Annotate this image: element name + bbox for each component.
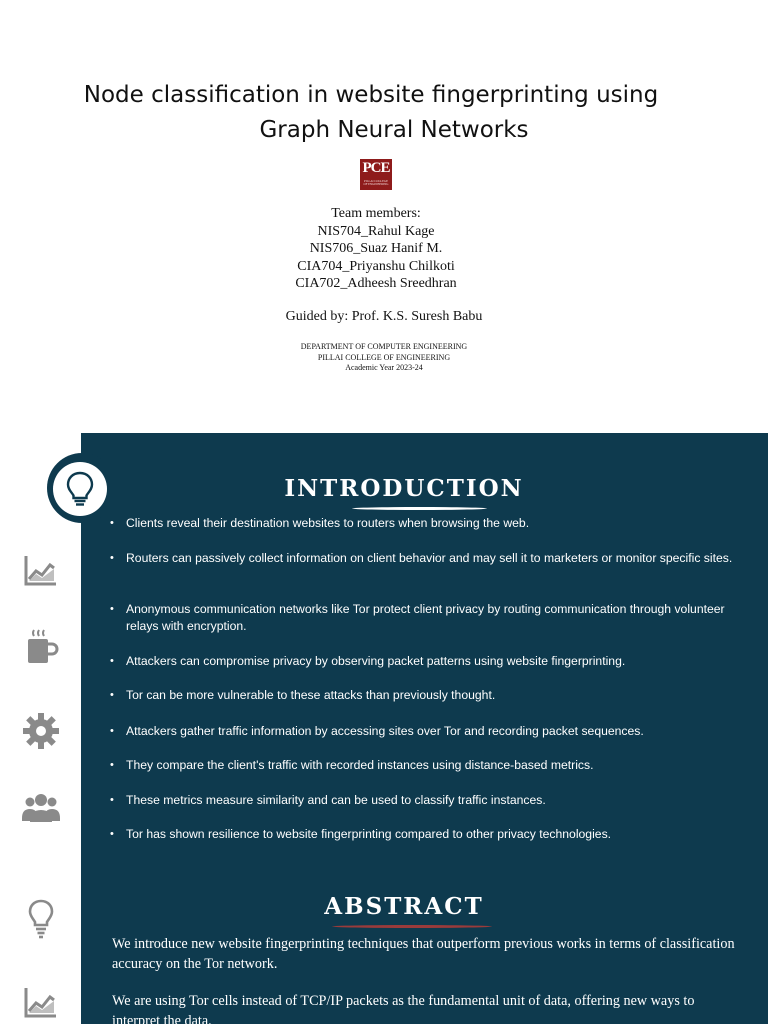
title-line-2: Graph Neural Networks — [259, 117, 529, 143]
list-item: • Tor has shown resilience to website fingerprinting compared to other privacy technologies. — [110, 826, 746, 843]
heading-underline — [332, 925, 492, 928]
abstract-paragraph: We are using Tor cells instead of TCP/IP packets as the fundamental unit of data, offering new ways to interpret the data. — [112, 993, 695, 1029]
logo-mark: PCE — [362, 160, 390, 176]
department-name: DEPARTMENT OF COMPUTER ENGINEERING — [300, 342, 468, 351]
list-item: • Anonymous communication networks like Tor protect client privacy by routing communication through volunteer relays with encryption. — [110, 601, 746, 635]
department-block — [0, 342, 768, 374]
list-item: • Attackers can compromise privacy by observing packet patterns using website fingerprinting. — [110, 653, 746, 670]
heading-underline — [352, 507, 487, 510]
introduction-heading: INTRODUCTION — [284, 475, 524, 502]
logo-subtext: PILLAI COLLEGE OF ENGINEERING — [363, 179, 389, 186]
list-item: • Tor can be more vulnerable to these attacks than previously thought. — [110, 687, 746, 704]
list-item: • These metrics measure similarity and can be used to classify traffic instances. — [110, 792, 746, 809]
list-item: • They compare the client's traffic with recorded instances using distance-based metrics. — [110, 757, 746, 774]
abstract-paragraph: We introduce new website fingerprinting techniques that outperform previous works in terms of classification accuracy on the Tor network. — [112, 936, 735, 972]
guide-line: Guided by: Prof. K.S. Suresh Babu — [285, 309, 483, 324]
list-item: • Clients reveal their destination websites to routers when browsing the web. — [110, 515, 746, 532]
users-icon[interactable] — [20, 788, 62, 830]
team-member: NIS704_Rahul Kage — [317, 223, 435, 239]
title-slide — [0, 0, 768, 432]
coffee-cup-icon[interactable] — [20, 625, 62, 667]
academic-year: Academic Year 2023-24 — [345, 363, 423, 372]
college-logo — [360, 159, 392, 190]
abstract-heading: ABSTRACT — [324, 893, 484, 920]
title-line-1: Node classification in website fingerprinting using — [83, 82, 659, 108]
chart-line-icon[interactable] — [20, 550, 62, 592]
presentation-title — [0, 78, 768, 148]
team-member: CIA702_Adheesh Sreedhran — [295, 276, 457, 291]
team-member: NIS706_Suaz Hanif M. — [309, 241, 443, 256]
team-heading: Team members: — [331, 206, 421, 221]
team-block — [0, 205, 760, 293]
team-member: CIA704_Priyanshu Chilkoti — [297, 258, 455, 274]
college-name: PILLAI COLLEGE OF ENGINEERING — [317, 352, 451, 362]
chart-line-icon[interactable] — [20, 982, 62, 1024]
list-item: • Attackers gather traffic information by accessing sites over Tor and recording packet sequences. — [110, 723, 746, 740]
lightbulb-icon[interactable] — [20, 898, 62, 940]
gear-icon[interactable] — [20, 710, 62, 752]
list-item: • Routers can passively collect information on client behavior and may sell it to marketers or monitor specific sites. — [110, 550, 746, 567]
